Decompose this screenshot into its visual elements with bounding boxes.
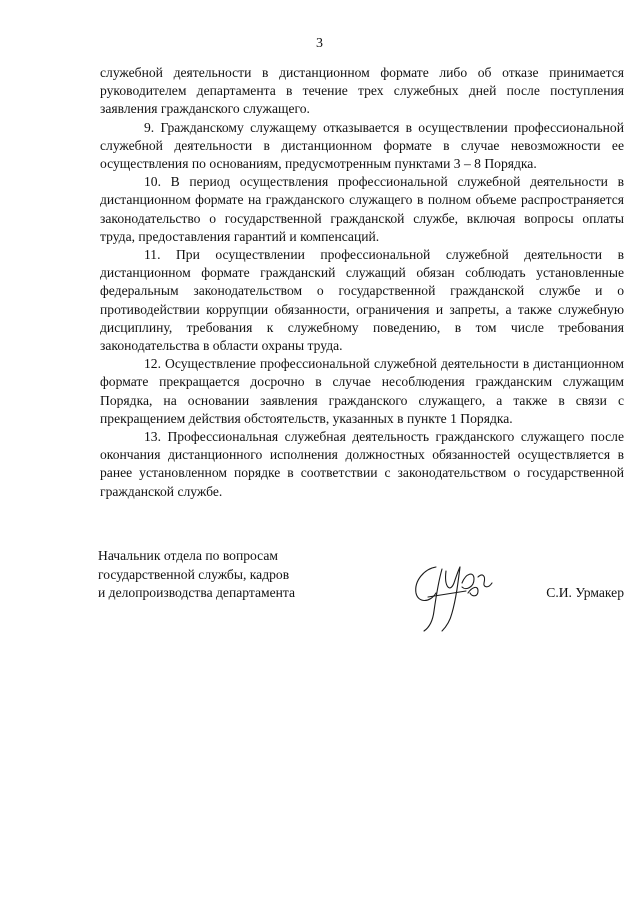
paragraph-9: 9. Гражданскому служащему отказывается в осуществлении профессиональной служебной деятельности в дистанционном формате в случае невозможности ее осуществления по основаниям, предусмотренным пунктами 3 – 8 Порядка. xyxy=(100,119,624,172)
signer-position xyxy=(98,547,338,603)
paragraph-10: 10. В период осуществления профессиональной служебной деятельности в дистанционном формате на гражданского служащего в полном объеме распространяется законодательство о государственной гражданской службе, включая вопросы оплаты труда, предоставления гарантий и компенсаций. xyxy=(100,174,624,244)
body-text xyxy=(100,64,624,501)
signer-position-line: Начальник отдела по вопросам xyxy=(98,548,279,563)
handwritten-signature xyxy=(406,553,498,635)
paragraph-continuation: служебной деятельности в дистанционном формате либо об отказе принимается руководителем департамента в течение трех служебных дней после поступления заявления гражданского служащего. xyxy=(100,65,624,117)
signer-name: С.И. Урмакер xyxy=(546,585,624,600)
signature-block xyxy=(98,547,626,637)
paragraph-11: 11. При осуществлении профессиональной служебной деятельности в дистанционном формате гражданский служащий обязан соблюдать установленные федеральным законодательством о государственной гражданской службе и о противодействии коррупции обязанности, ограничения и запреты, а также служебную дисциплину, требования к служебному поведению, в том числе требования законодательства в области охраны труда. xyxy=(100,247,624,354)
paragraph-12: 12. Осуществление профессиональной служебной деятельности в дистанционном формате прекращается досрочно в случае несоблюдения гражданским служащим Порядка, на основании заявления гражданского служащего, а также в связи с прекращением действия обстоятельств, указанных в пункте 1 Порядка. xyxy=(100,356,624,426)
page-number: 3 xyxy=(316,36,323,51)
signer-position-line: государственной службы, кадров xyxy=(98,566,290,582)
paragraph-13: 13. Профессиональная служебная деятельность гражданского служащего после окончания дистанционного исполнения должностных обязанностей осуществляется в ранее установленном порядке в соответствии с законодательством о государственной гражданской службе. xyxy=(100,429,624,499)
signer-position-line: и делопроизводства департамента xyxy=(98,585,296,601)
